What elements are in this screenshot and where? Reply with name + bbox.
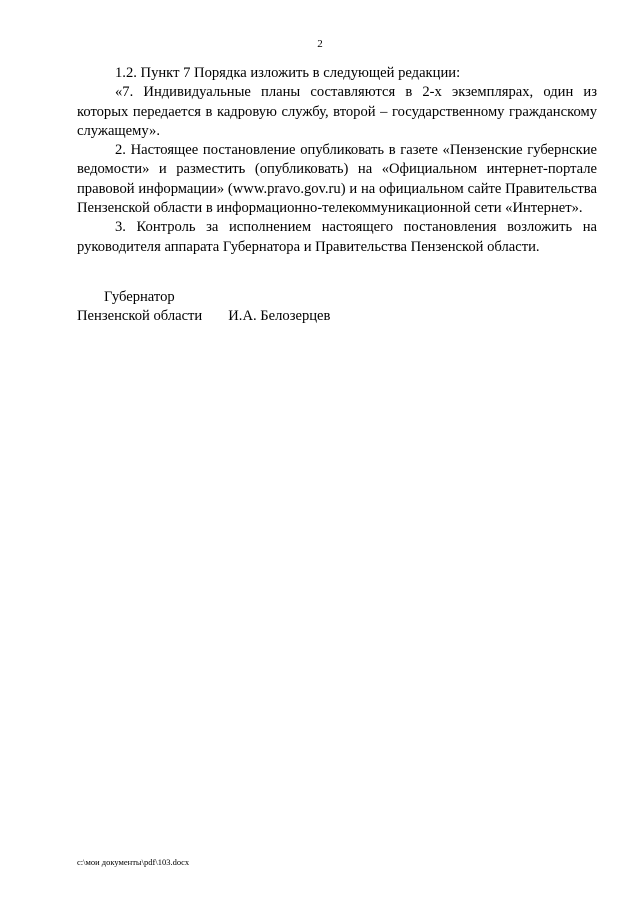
signature-block xyxy=(77,288,330,326)
signature-row xyxy=(77,307,330,326)
signature-title-line2: Пензенской области xyxy=(77,308,203,324)
footer-file-path: c:\мои документы\pdf\103.docx xyxy=(77,857,190,867)
signature-title-line1: Губернатор xyxy=(104,289,175,305)
document-body xyxy=(77,64,597,257)
paragraph-1-2: 1.2. Пункт 7 Порядка изложить в следующей редакции: xyxy=(115,65,461,81)
signature-name: И.А. Белозерцев xyxy=(228,308,331,324)
paragraph-3: 3. Контроль за исполнением настоящего постановления возложить на руководителя аппарата Губернатора и Правительства Пензенской области. xyxy=(77,219,597,255)
paragraph-quote-7: «7. Индивидуальные планы составляются в 2-х экземплярах, один из которых передается в кадровую службу, второй – государственному гражданскому служащему». xyxy=(77,84,597,139)
paragraph-2: 2. Настоящее постановление опубликовать в газете «Пензенские губернские ведомости» и разместить (опубликовать) на «Официальном интернет-портале правовой информации» (www.pravo.gov.ru) и на официальном сайте Правительства Пензенской области в информационно-телекоммуникационной сети «Интернет». xyxy=(77,142,597,217)
page-number: 2 xyxy=(317,38,323,50)
